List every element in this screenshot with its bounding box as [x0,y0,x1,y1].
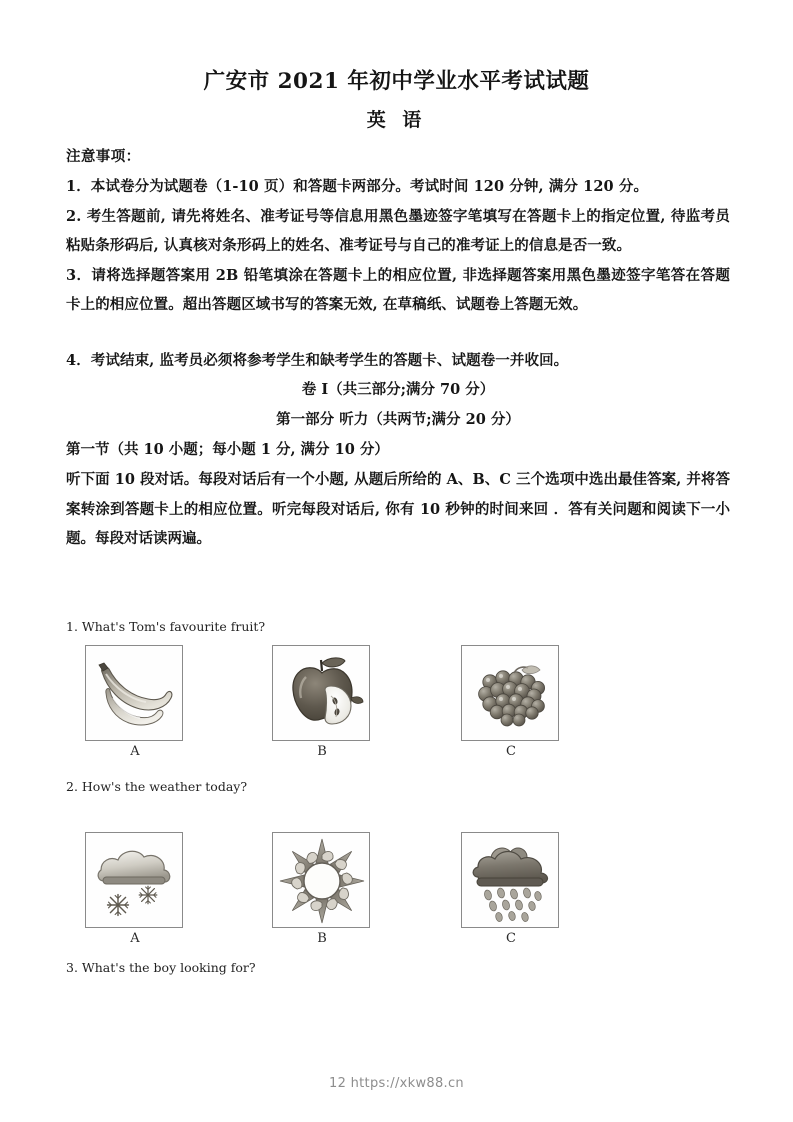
paper-part-heading: 卷 I（共三部分;满分 70 分） [301,381,495,398]
choice-label: B [317,931,327,946]
question-1-choice-c[interactable] [461,645,561,759]
question-1 [66,617,730,637]
question-1-text: 1. What's Tom's favourite fruit? [66,619,266,634]
choice-image-frame [461,645,559,741]
choice-label: B [317,744,327,759]
note-item-3: 3．请将选择题答案用 2B 铅笔填涂在答题卡上的相应位置, 非选择题答案用黑色墨迹签字笔答在答题卡上的相应位置。超出答题区域书写的答案无效, 在草稿纸、试题卷上答题无效。 [66,266,730,313]
choice-label: C [506,931,516,946]
choice-label: C [506,744,516,759]
apple-illustration [273,646,370,741]
note-item-1: 1．本试卷分为试题卷（1-10 页）和答题卡两部分。考试时间 120 分钟, 满分 120 分。 [66,178,649,195]
choice-label: A [130,744,140,759]
snow-cloud-illustration [86,833,183,928]
rain-cloud-illustration [462,833,559,928]
page-subtitle: 英 语 [366,109,427,131]
question-2-text: 2. How's the weather today? [66,779,248,794]
section-one-heading: 第一节（共 10 小题；每小题 1 分, 满分 10 分） [66,441,389,458]
question-2-choice-a[interactable] [85,832,185,946]
note-item-4: 4．考试结束, 监考员必须将参考学生和缺考学生的答题卡、试题卷一并收回。 [66,351,569,369]
question-3 [66,958,730,978]
question-2-choices [66,832,730,962]
question-2-choice-c[interactable] [461,832,561,946]
sun-illustration [273,833,370,928]
notes-block [66,142,730,554]
listening-instructions: 听下面 10 段对话。每段对话后有一个小题, 从题后所给的 A、B、C 三个选项中选出最佳答案, 并将答案转涂到答题卡上的相应位置。听完每段对话后, 你有 10 秒钟的时间来回 ．答有关问题和阅读下一小题。每段对话读两遍。 [66,471,730,547]
grapes-illustration [462,646,559,741]
question-1-choice-b[interactable] [272,645,372,759]
choice-image-frame [85,645,183,741]
choice-image-frame [272,645,370,741]
question-1-choices [66,645,730,775]
choice-label: A [130,931,140,946]
choice-image-frame [461,832,559,928]
question-3-text: 3. What's the boy looking for? [66,960,256,975]
choice-image-frame [272,832,370,928]
notes-spacer [66,320,730,346]
question-2-choice-b[interactable] [272,832,372,946]
choice-image-frame [85,832,183,928]
page-footer: 12 https://xkw88.cn [329,1076,464,1091]
question-2 [66,777,730,797]
banana-illustration [86,646,183,741]
question-1-choice-a[interactable] [85,645,185,759]
page-title: 广安市 2021 年初中学业水平考试试题 [203,69,590,94]
notes-heading: 注意事项： [66,148,141,165]
part-one-heading: 第一部分 听力（共两节;满分 20 分） [276,411,520,428]
note-item-2: 2. 考生答题前, 请先将姓名、准考证号等信息用黑色墨迹签字笔填写在答题卡上的指定位置, 待监考员粘贴条形码后, 认真核对条形码上的姓名、准考证号与自己的准考证上的信息是否一致。 [66,207,730,254]
